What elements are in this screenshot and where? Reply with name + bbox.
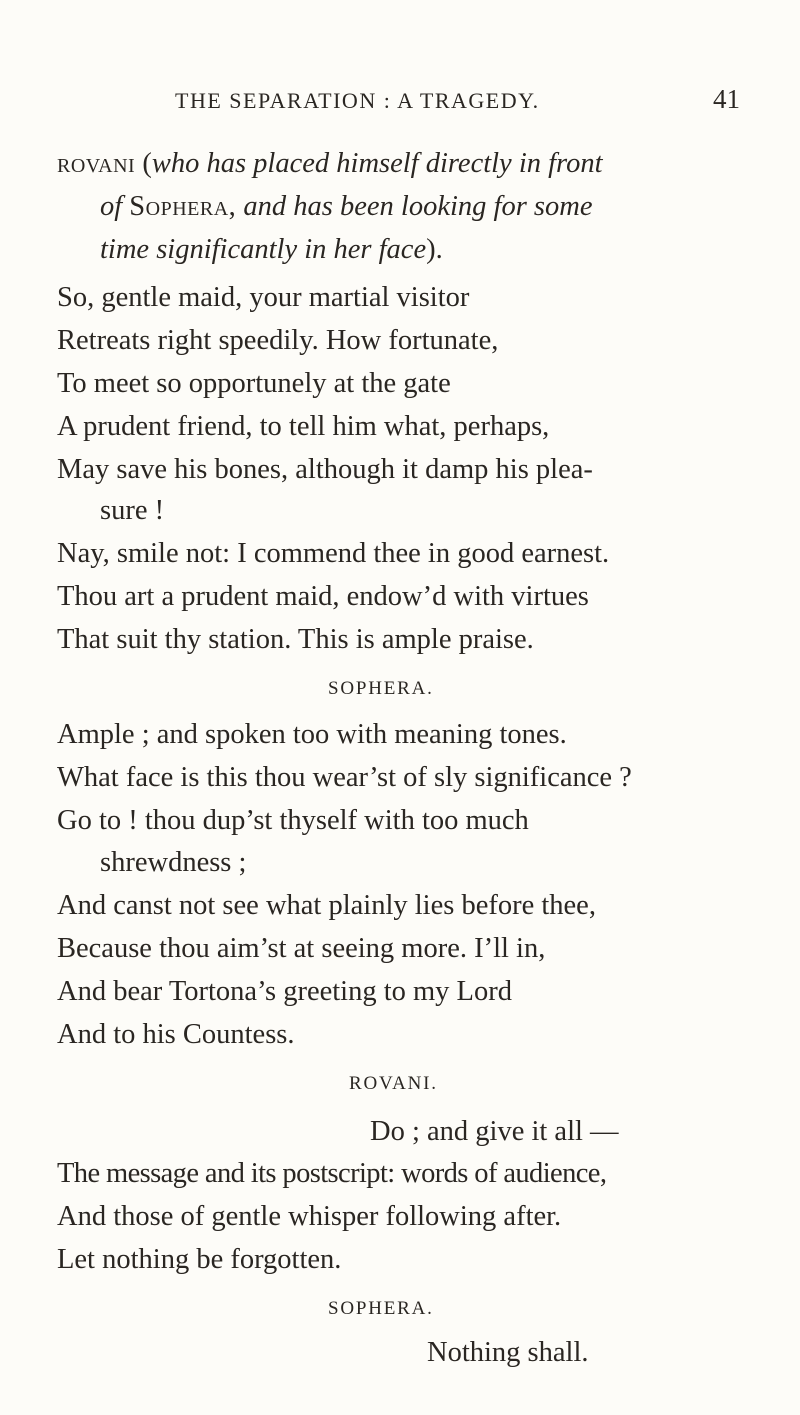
verse-line: That suit thy station. This is ample praise. [57, 624, 534, 655]
verse-line: Nay, smile not: I commend thee in good earnest. [57, 538, 610, 569]
running-head [160, 84, 740, 118]
verse-line: And to his Countess. [57, 1019, 295, 1050]
verse-line: May save his bones, although it damp his plea- [57, 454, 593, 485]
stage-direction-line-3: time significantly in her face). [100, 234, 443, 265]
stage-direction-line-1: rovani (who has placed himself directly in front [57, 148, 603, 179]
running-head-title: THE SEPARATION : A TRAGEDY. [175, 88, 540, 113]
verse-line: Because thou aim’st at seeing more. I’ll in, [57, 933, 546, 964]
verse-line: Thou art a prudent maid, endow’d with virtues [57, 581, 589, 612]
speaker-heading: SOPHERA. [328, 678, 434, 699]
speaker-heading: ROVANI. [349, 1073, 438, 1094]
verse-line: To meet so opportunely at the gate [57, 368, 451, 399]
speaker-name-sophera: Sophera, [129, 191, 237, 222]
verse-line-half: Do ; and give it all — [370, 1116, 619, 1147]
verse-line: Let nothing be forgotten. [57, 1244, 342, 1275]
verse-line: And bear Tortona’s greeting to my Lord [57, 976, 512, 1007]
speaker-heading: SOPHERA. [328, 1298, 434, 1319]
verse-line-half: Nothing shall. [427, 1337, 589, 1368]
verse-line: And those of gentle whisper following after. [57, 1201, 562, 1232]
verse-line: So, gentle maid, your martial visitor [57, 282, 470, 313]
stage-direction-line-2: of Sophera, and has been looking for some [100, 191, 593, 222]
page-number: 41 [713, 84, 740, 114]
verse-line: A prudent friend, to tell him what, perhaps, [57, 411, 550, 442]
verse-line-continuation: sure ! [100, 495, 165, 526]
verse-line-continuation: shrewdness ; [100, 847, 247, 878]
verse-line: The message and its postscript: words of audience, [57, 1158, 607, 1189]
verse-line: What face is this thou wear’st of sly significance ? [57, 762, 632, 793]
verse-line: Go to ! thou dup’st thyself with too much [57, 805, 529, 836]
verse-line: Retreats right speedily. How fortunate, [57, 325, 499, 356]
verse-line: Ample ; and spoken too with meaning tones. [57, 719, 567, 750]
speaker-name-rovani: rovani [57, 148, 136, 179]
verse-line: And canst not see what plainly lies before thee, [57, 890, 596, 921]
